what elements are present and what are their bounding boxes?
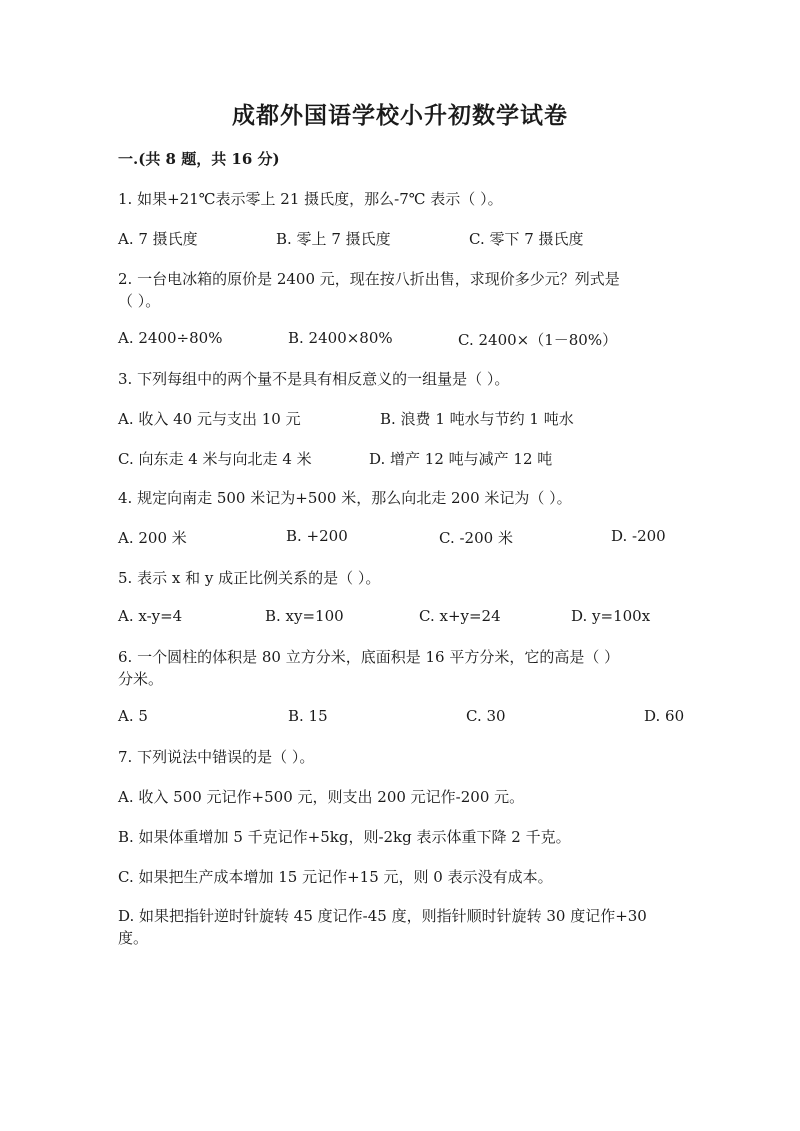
question-6-stem-line-1: 6. 一个圆柱的体积是 80 立方分米，底面积是 16 平方分米，它的高是（ ） [118,648,620,666]
question-4-option-a: A. 200 米 [118,529,187,547]
question-6-option-c: C. 30 [466,707,506,725]
question-5-option-c: C. x+y=24 [419,607,501,625]
question-3-option-d: D. 增产 12 吨与减产 12 吨 [369,450,553,468]
question-3-option-b: B. 浪费 1 吨水与节约 1 吨水 [380,410,574,428]
question-6-option-a: A. 5 [118,707,148,725]
question-2-stem-line-1: 2. 一台电冰箱的原价是 2400 元，现在按八折出售，求现价多少元？列式是 [118,270,620,288]
question-7-statement-b: B. 如果体重增加 5 千克记作+5kg，则-2kg 表示体重下降 2 千克。 [118,828,571,846]
question-2-option-c: C. 2400×（1－80%） [458,331,618,349]
question-7-statement-c: C. 如果把生产成本增加 15 元记作+15 元，则 0 表示没有成本。 [118,868,553,886]
section-heading: 一.(共 8 题，共 16 分) [118,150,280,168]
question-2-option-b: B. 2400×80% [288,329,393,347]
question-2-stem-line-2: （ ）。 [118,292,161,310]
question-5-option-b: B. xy=100 [265,607,344,625]
question-2-option-a: A. 2400÷80% [118,329,223,347]
question-3-stem: 3. 下列每组中的两个量不是具有相反意义的一组量是（ ）。 [118,370,510,388]
question-1-stem: 1. 如果+21℃表示零上 21 摄氏度，那么-7℃ 表示（ ）。 [118,190,503,208]
question-5-stem: 5. 表示 x 和 y 成正比例关系的是（ ）。 [118,569,381,587]
question-4-stem: 4. 规定向南走 500 米记为+500 米，那么向北走 200 米记为（ ）。 [118,489,572,507]
question-5-option-a: A. x-y=4 [118,607,183,625]
question-5-option-d: D. y=100x [571,607,651,625]
question-6-option-b: B. 15 [288,707,328,725]
question-4-option-c: C. -200 米 [439,529,513,547]
question-6-stem-line-2: 分米。 [118,670,164,688]
question-4-option-b: B. +200 [286,527,348,545]
question-1-option-c: C. 零下 7 摄氏度 [469,230,584,248]
question-7-statement-a: A. 收入 500 元记作+500 元，则支出 200 元记作-200 元。 [118,788,525,806]
question-1-option-b: B. 零上 7 摄氏度 [276,230,391,248]
question-3-option-a: A. 收入 40 元与支出 10 元 [118,410,301,428]
question-4-option-d: D. -200 [611,527,666,545]
question-7-stem: 7. 下列说法中错误的是（ ）。 [118,748,315,766]
question-6-option-d: D. 60 [644,707,685,725]
question-3-option-c: C. 向东走 4 米与向北走 4 米 [118,450,312,468]
question-7-statement-d: D. 如果把指针逆时针旋转 45 度记作-45 度，则指针顺时针旋转 30 度记作+30 [118,907,647,925]
question-1-option-a: A. 7 摄氏度 [118,230,198,248]
question-7-statement-d-continued: 度。 [118,929,149,947]
page-title: 成都外国语学校小升初数学试卷 [232,102,568,129]
